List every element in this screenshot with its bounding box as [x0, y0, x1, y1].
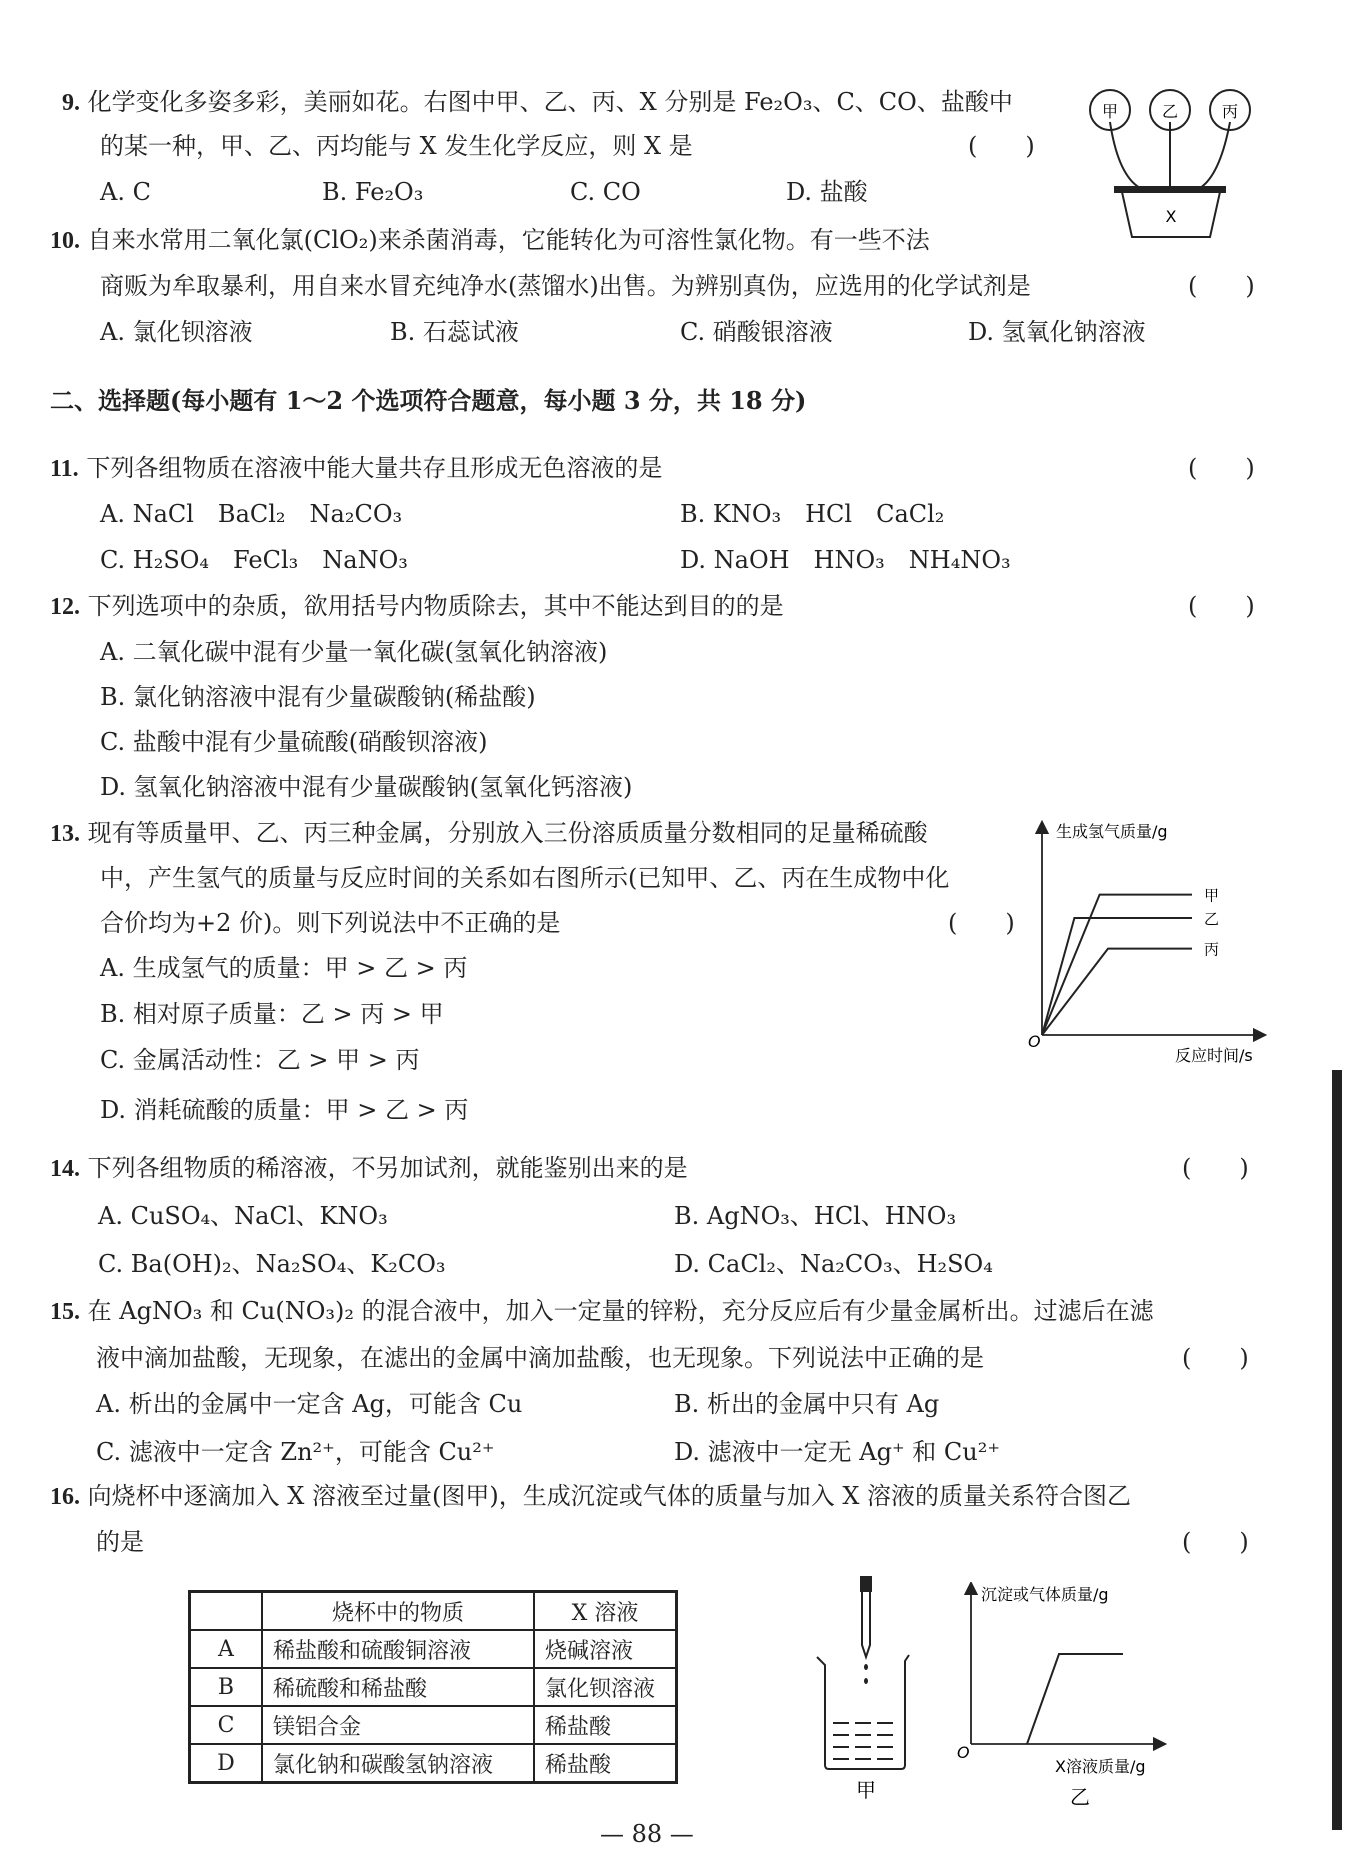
q10-option-c: C. 硝酸银溶液 [680, 318, 833, 346]
flower-pot-label: X [1165, 207, 1177, 226]
fig-yi-label: 乙 [1070, 1785, 1090, 1809]
q14-answer-paren: ( ) [1182, 1154, 1249, 1182]
q12-line1 [50, 590, 784, 623]
q9-option-c: C. CO [570, 178, 641, 206]
q10-option-d: D. 氢氧化钠溶液 [968, 318, 1146, 346]
table-cell: C [190, 1706, 263, 1744]
table-cell: 氯化钠和碳酸氢钠溶液 [262, 1744, 534, 1783]
q16-origin: O [957, 1743, 970, 1762]
page-edge-shadow [1332, 1070, 1342, 1830]
q9-answer-paren: ( ) [968, 132, 1035, 160]
q16-options-table [188, 1590, 678, 1784]
q13-series-line-1 [1042, 895, 1192, 1035]
q16-number: 16. [50, 1484, 80, 1510]
table-row [190, 1668, 677, 1706]
table-cell: D [190, 1744, 263, 1783]
q14-option-b: B. AgNO₃、HCl、HNO₃ [674, 1202, 957, 1230]
q11-option-b: B. KNO₃ HCl CaCl₂ [680, 500, 945, 528]
q13-option-c: C. 金属活动性：乙 > 甲 > 丙 [100, 1046, 420, 1074]
q11-answer-paren: ( ) [1188, 454, 1255, 482]
page-number: — 88 — [600, 1820, 694, 1848]
q10-number: 10. [50, 228, 80, 254]
q13-series-label-2: 乙 [1204, 910, 1220, 928]
table-row [190, 1706, 677, 1744]
table-header-cell [190, 1592, 263, 1631]
q12-option-c: C. 盐酸中混有少量硫酸(硝酸钡溶液) [100, 728, 488, 756]
q12-option-b: B. 氯化钠溶液中混有少量碳酸钠(稀盐酸) [100, 683, 536, 711]
q11-stem: 下列各组物质在溶液中能大量共存且形成无色溶液的是 [86, 454, 663, 482]
q11-option-c: C. H₂SO₄ FeCl₃ NaNO₃ [100, 546, 408, 574]
q9-option-a: A. C [100, 178, 151, 206]
q16-stem-line2: 的是 [96, 1528, 144, 1556]
q9-stem-line1: 化学变化多姿多彩，美丽如花。右图中甲、乙、丙、X 分别是 Fe₂O₃、C、CO、盐酸中 [87, 88, 1013, 116]
q13-option-b: B. 相对原子质量：乙 > 丙 > 甲 [100, 1000, 444, 1028]
q15-option-d: D. 滤液中一定无 Ag⁺ 和 Cu²⁺ [674, 1438, 1001, 1466]
q13-answer-paren: ( ) [948, 909, 1015, 937]
q13-series-label-3: 丙 [1204, 940, 1220, 959]
table-cell: B [190, 1668, 263, 1706]
table-cell: 稀盐酸 [534, 1744, 677, 1783]
table-cell: 稀硫酸和稀盐酸 [262, 1668, 534, 1706]
q14-number: 14. [50, 1156, 80, 1182]
q12-option-d: D. 氢氧化钠溶液中混有少量碳酸钠(氢氧化钙溶液) [100, 773, 633, 801]
beaker [817, 1655, 909, 1769]
q9-line1 [62, 86, 1013, 119]
q11-option-d: D. NaOH HNO₃ NH₄NO₃ [680, 546, 1011, 574]
table-cell: 稀盐酸 [534, 1706, 677, 1744]
table-cell: 稀盐酸和硫酸铜溶液 [262, 1630, 534, 1668]
q9-option-d: D. 盐酸 [786, 178, 868, 206]
dropper-bulb [861, 1577, 871, 1591]
q13-origin: O [1028, 1032, 1041, 1051]
q10-option-a: A. 氯化钡溶液 [100, 318, 253, 346]
q12-option-a: A. 二氧化碳中混有少量一氧化碳(氢氧化钠溶液) [100, 638, 608, 666]
table-header-cell: 烧杯中的物质 [262, 1592, 534, 1631]
table-cell: 镁铝合金 [262, 1706, 534, 1744]
q9-stem-line2: 的某一种，甲、乙、丙均能与 X 发生化学反应，则 X 是 [100, 132, 693, 160]
drop-icon [864, 1678, 868, 1684]
q10-stem-line2: 商贩为牟取暴利，用自来水冒充纯净水(蒸馏水)出售。为辨别真伪，应选用的化学试剂是 [100, 272, 1031, 300]
q13-stem-line2: 中，产生氢气的质量与反应时间的关系如右图所示(已知甲、乙、丙在生成物中化 [100, 864, 950, 892]
q13-stem-line1: 现有等质量甲、乙、丙三种金属，分别放入三份溶质质量分数相同的足量稀硫酸 [87, 819, 928, 847]
q13-line1 [50, 817, 928, 850]
q15-number: 15. [50, 1299, 80, 1325]
q15-option-a: A. 析出的金属中一定含 Ag，可能含 Cu [96, 1390, 523, 1418]
beaker-dropper-figure [805, 1575, 925, 1805]
q16-stem-line1: 向烧杯中逐滴加入 X 溶液至过量(图甲)，生成沉淀或气体的质量与加入 X 溶液的质量关系符合图乙 [87, 1482, 1132, 1510]
q9-option-b: B. Fe₂O₃ [322, 178, 424, 206]
q14-stem: 下列各组物质的稀溶液，不另加试剂，就能鉴别出来的是 [87, 1154, 688, 1182]
q16-ylabel: 沉淀或气体质量/g [981, 1585, 1109, 1604]
q13-option-a: A. 生成氢气的质量：甲 > 乙 > 丙 [100, 954, 468, 982]
flower-pot-figure [1070, 80, 1280, 245]
q9-number: 9. [62, 90, 80, 116]
q14-option-c: C. Ba(OH)₂、Na₂SO₄、K₂CO₃ [98, 1250, 446, 1278]
q16-answer-paren: ( ) [1182, 1528, 1249, 1556]
table-row [190, 1744, 677, 1783]
table-cell: A [190, 1630, 263, 1668]
q13-xlabel: 反应时间/s [1175, 1046, 1253, 1065]
q13-series-line-3 [1042, 949, 1192, 1035]
q15-option-b: B. 析出的金属中只有 Ag [674, 1390, 940, 1418]
q14-option-d: D. CaCl₂、Na₂CO₃、H₂SO₄ [674, 1250, 993, 1278]
q15-stem-line1: 在 AgNO₃ 和 Cu(NO₃)₂ 的混合液中，加入一定量的锌粉，充分反应后有少量金属析出。过滤后在滤 [87, 1297, 1154, 1325]
q10-answer-paren: ( ) [1188, 272, 1255, 300]
q13-hydrogen-chart [1020, 815, 1270, 1070]
flower-jia-label: 甲 [1101, 102, 1119, 121]
flower-yi-label: 乙 [1161, 102, 1179, 121]
flower-bing-label: 丙 [1221, 102, 1239, 121]
q12-number: 12. [50, 594, 80, 620]
drop-icon [864, 1664, 868, 1670]
q16-line1 [50, 1480, 1131, 1513]
dropper-tube [862, 1591, 870, 1657]
q12-answer-paren: ( ) [1188, 592, 1255, 620]
q10-line1 [50, 224, 930, 257]
q15-option-c: C. 滤液中一定含 Zn²⁺，可能含 Cu²⁺ [96, 1438, 495, 1466]
q13-number: 13. [50, 821, 80, 847]
q16-series-line [1027, 1654, 1123, 1744]
table-row [190, 1630, 677, 1668]
q16-xlabel: X溶液质量/g [1055, 1757, 1146, 1776]
q15-line1 [50, 1295, 1154, 1328]
q10-option-b: B. 石蕊试液 [390, 318, 519, 346]
q15-stem-line2: 液中滴加盐酸，无现象，在滤出的金属中滴加盐酸，也无现象。下列说法中正确的是 [96, 1344, 984, 1372]
q10-stem-line1: 自来水常用二氧化氯(ClO₂)来杀菌消毒，它能转化为可溶性氯化物。有一些不法 [87, 226, 930, 254]
q11-option-a: A. NaCl BaCl₂ Na₂CO₃ [100, 500, 403, 528]
q16-mass-chart [955, 1582, 1170, 1812]
q13-ylabel: 生成氢气质量/g [1056, 822, 1168, 841]
section-2-heading: 二、选择题(每小题有 1～2 个选项符合题意，每小题 3 分，共 18 分) [50, 386, 807, 415]
q11-number: 11. [50, 456, 79, 482]
table-header-row [190, 1592, 677, 1631]
table-cell: 氯化钡溶液 [534, 1668, 677, 1706]
q13-series-line-2 [1042, 918, 1192, 1035]
q13-stem-line3: 合价均为+2 价)。则下列说法中不正确的是 [100, 909, 561, 937]
q13-option-d: D. 消耗硫酸的质量：甲 > 乙 > 丙 [100, 1096, 469, 1124]
q14-option-a: A. CuSO₄、NaCl、KNO₃ [98, 1202, 388, 1230]
q12-stem: 下列选项中的杂质，欲用括号内物质除去，其中不能达到目的的是 [87, 592, 784, 620]
q15-answer-paren: ( ) [1182, 1344, 1249, 1372]
fig-jia-label: 甲 [856, 1778, 876, 1802]
table-header-cell: X 溶液 [534, 1592, 677, 1631]
q11-line1 [50, 452, 662, 485]
q13-series-label-1: 甲 [1204, 886, 1220, 905]
q14-line1 [50, 1152, 688, 1185]
table-cell: 烧碱溶液 [534, 1630, 677, 1668]
